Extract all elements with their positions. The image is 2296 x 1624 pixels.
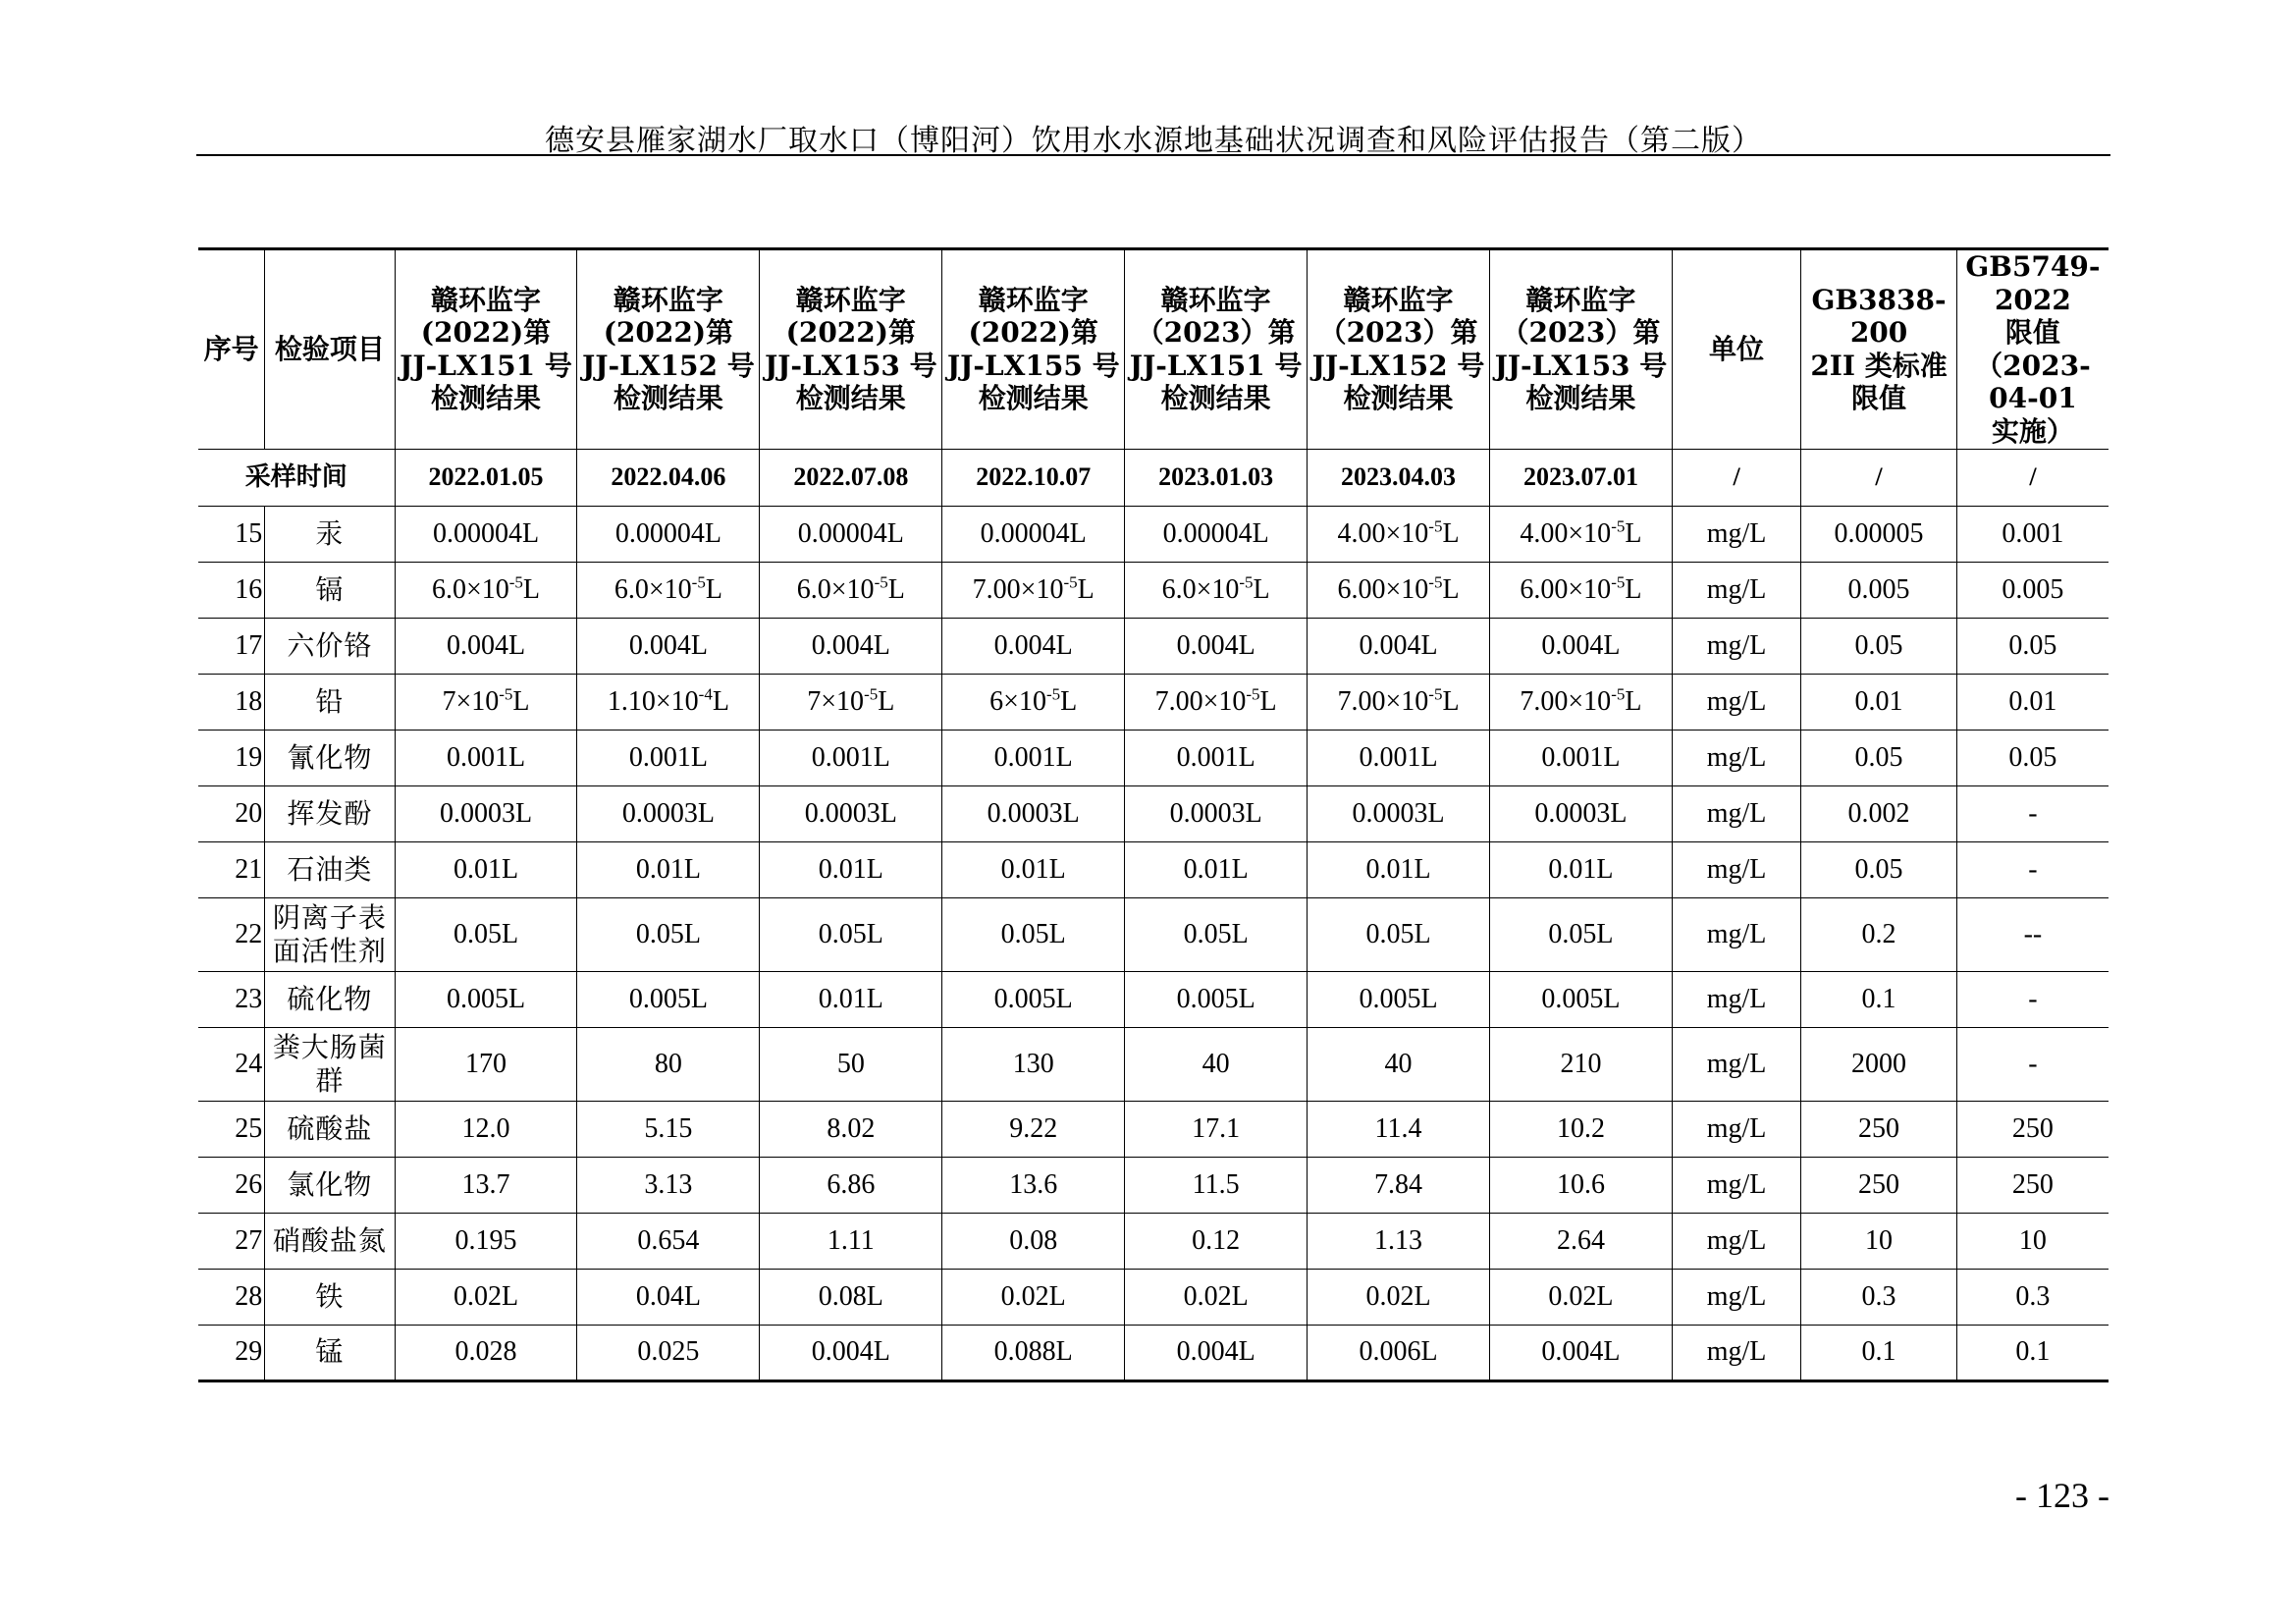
row-value: 0.004L	[1125, 1325, 1308, 1380]
row-value: 0.04L	[577, 1269, 760, 1325]
row-value: 0.02L	[1489, 1269, 1672, 1325]
sampling-date: 2023.04.03	[1308, 449, 1490, 506]
row-value: 0.001L	[1489, 730, 1672, 785]
row-value: 0.001L	[1125, 730, 1308, 785]
row-unit: mg/L	[1672, 897, 1800, 971]
row-std2: -	[1956, 785, 2109, 841]
header-report-5	[1125, 249, 1308, 450]
row-value: 0.001L	[760, 730, 942, 785]
row-std2: 0.01	[1956, 674, 2109, 730]
row-value: 0.00004L	[1125, 506, 1308, 562]
row-value: 0.05L	[1125, 897, 1308, 971]
header-unit: 单位	[1672, 249, 1800, 450]
row-std1: 0.002	[1801, 785, 1957, 841]
header-line: （2023）第	[1501, 316, 1661, 350]
header-line: JJ-LX155 号	[946, 349, 1120, 382]
row-seq: 29	[198, 1325, 265, 1380]
row-item	[265, 1027, 395, 1101]
row-value: 0.01L	[760, 841, 942, 897]
row-seq: 15	[198, 506, 265, 562]
row-value: 0.05L	[395, 897, 577, 971]
row-item: 硝酸盐氮	[265, 1213, 395, 1269]
header-line: 检测结果	[430, 382, 541, 415]
row-item: 氯化物	[265, 1157, 395, 1213]
row-value: 0.05L	[577, 897, 760, 971]
header-line: 赣环监字	[795, 283, 906, 316]
row-item: 锰	[265, 1325, 395, 1380]
header-line: JJ-LX153 号	[1494, 349, 1668, 382]
row-value: 2.64	[1489, 1213, 1672, 1269]
row-seq: 20	[198, 785, 265, 841]
header-line: GB3838-200	[1811, 283, 1947, 350]
header-report-3	[760, 249, 942, 450]
row-unit: mg/L	[1672, 674, 1800, 730]
row-std2: 10	[1956, 1213, 2109, 1269]
row-seq: 22	[198, 897, 265, 971]
row-value: 0.00004L	[760, 506, 942, 562]
row-value: 0.001L	[942, 730, 1125, 785]
row-value: 210	[1489, 1027, 1672, 1101]
row-value: 0.004L	[1489, 618, 1672, 674]
header-line: JJ-LX151 号	[1129, 349, 1303, 382]
row-seq: 24	[198, 1027, 265, 1101]
sampling-date: 2022.10.07	[942, 449, 1125, 506]
header-rule	[196, 154, 2110, 156]
row-unit: mg/L	[1672, 730, 1800, 785]
header-line: 阴离子表	[272, 900, 387, 934]
page-header-title: 德安县雁家湖水厂取水口（博阳河）饮用水水源地基础状况调查和风险评估报告（第二版）	[545, 124, 1762, 158]
row-value: 7.84	[1308, 1157, 1490, 1213]
header-line: 2II 类标准	[1810, 349, 1948, 382]
header-line: 面活性剂	[272, 934, 387, 967]
row-seq: 28	[198, 1269, 265, 1325]
row-item: 铅	[265, 674, 395, 730]
row-value: $6.0\times 10^{-5}L$	[577, 562, 760, 618]
row-seq: 23	[198, 971, 265, 1027]
row-value: 0.195	[395, 1213, 577, 1269]
header-line: 检测结果	[1525, 382, 1636, 415]
row-value: 0.0003L	[1489, 785, 1672, 841]
row-unit: mg/L	[1672, 1027, 1800, 1101]
header-line: (2022)第	[603, 316, 734, 350]
row-value: 11.4	[1308, 1101, 1490, 1157]
row-value: 0.654	[577, 1213, 760, 1269]
row-value: 0.0003L	[1125, 785, 1308, 841]
row-value: $6.0\times 10^{-5}L$	[760, 562, 942, 618]
row-value: 0.028	[395, 1325, 577, 1380]
header-line: GB5749-2022	[1965, 250, 2101, 316]
sampling-std2: /	[1956, 449, 2109, 506]
row-value: 1.13	[1308, 1213, 1490, 1269]
row-value: $7\times 10^{-5}L$	[395, 674, 577, 730]
row-value: 13.7	[395, 1157, 577, 1213]
row-item	[265, 897, 395, 971]
header-line: JJ-LX152 号	[582, 349, 755, 382]
row-seq: 16	[198, 562, 265, 618]
row-value: $6.0\times 10^{-5}L$	[395, 562, 577, 618]
row-seq: 17	[198, 618, 265, 674]
row-value: 0.004L	[760, 618, 942, 674]
row-value: $4.00\times 10^{-5}L$	[1308, 506, 1490, 562]
header-line: 赣环监字	[978, 283, 1089, 316]
row-value: 8.02	[760, 1101, 942, 1157]
header-line: JJ-LX151 号	[400, 349, 572, 382]
row-value: 0.005L	[395, 971, 577, 1027]
row-value: 0.005L	[1489, 971, 1672, 1027]
sampling-date: 2022.04.06	[577, 449, 760, 506]
row-unit: mg/L	[1672, 841, 1800, 897]
row-value: 0.05L	[1308, 897, 1490, 971]
sampling-date: 2023.01.03	[1125, 449, 1308, 506]
header-report-1	[395, 249, 577, 450]
row-value: 0.01L	[1308, 841, 1490, 897]
row-std1: 0.05	[1801, 841, 1957, 897]
row-value: $7.00\times 10^{-5}L$	[1489, 674, 1672, 730]
row-std2: 250	[1956, 1157, 2109, 1213]
header-seq: 序号	[198, 249, 265, 450]
row-std1: 0.1	[1801, 1325, 1957, 1380]
header-standard-gb3838	[1801, 249, 1957, 450]
header-report-6	[1308, 249, 1490, 450]
row-value: 0.025	[577, 1325, 760, 1380]
row-value: 11.5	[1125, 1157, 1308, 1213]
table-row	[198, 618, 2109, 674]
row-std2: 0.3	[1956, 1269, 2109, 1325]
table-row	[198, 841, 2109, 897]
row-value: 0.05L	[942, 897, 1125, 971]
row-value: 0.004L	[1308, 618, 1490, 674]
row-value: 1.11	[760, 1213, 942, 1269]
row-item: 氰化物	[265, 730, 395, 785]
row-value: 0.02L	[942, 1269, 1125, 1325]
row-value: 0.088L	[942, 1325, 1125, 1380]
table-row	[198, 1101, 2109, 1157]
row-seq: 26	[198, 1157, 265, 1213]
row-seq: 21	[198, 841, 265, 897]
header-line: 限值	[2004, 316, 2060, 350]
row-std1: 0.05	[1801, 730, 1957, 785]
row-unit: mg/L	[1672, 1157, 1800, 1213]
row-value: 40	[1308, 1027, 1490, 1101]
row-value: 40	[1125, 1027, 1308, 1101]
row-value: 6.86	[760, 1157, 942, 1213]
row-value: 0.0003L	[577, 785, 760, 841]
row-value: 0.02L	[1125, 1269, 1308, 1325]
row-value: 0.001L	[395, 730, 577, 785]
water-quality-table	[198, 247, 2109, 1382]
header-line: (2022)第	[420, 316, 552, 350]
row-std1: 250	[1801, 1101, 1957, 1157]
row-item: 六价铬	[265, 618, 395, 674]
row-value: 0.005L	[1308, 971, 1490, 1027]
row-std2: 0.001	[1956, 506, 2109, 562]
row-value: $6.00\times 10^{-5}L$	[1308, 562, 1490, 618]
row-std1: 0.005	[1801, 562, 1957, 618]
row-value: 0.01L	[1489, 841, 1672, 897]
table-row	[198, 562, 2109, 618]
header-line: JJ-LX153 号	[764, 349, 937, 382]
row-std1: 0.2	[1801, 897, 1957, 971]
sampling-date: 2022.07.08	[760, 449, 942, 506]
row-value: 12.0	[395, 1101, 577, 1157]
page-number: - 123 -	[2015, 1476, 2109, 1515]
header-line: 赣环监字	[1160, 283, 1271, 316]
row-value: $7\times 10^{-5}L$	[760, 674, 942, 730]
row-value: 0.004L	[942, 618, 1125, 674]
row-std1: 250	[1801, 1157, 1957, 1213]
table-row	[198, 1157, 2109, 1213]
row-std1: 0.00005	[1801, 506, 1957, 562]
header-line: 赣环监字	[430, 283, 541, 316]
row-value: 0.006L	[1308, 1325, 1490, 1380]
row-value: 0.00004L	[577, 506, 760, 562]
table-row	[198, 730, 2109, 785]
row-value: 0.001L	[577, 730, 760, 785]
row-unit: mg/L	[1672, 1213, 1800, 1269]
row-value: 0.02L	[1308, 1269, 1490, 1325]
row-item: 汞	[265, 506, 395, 562]
row-value: 0.005L	[942, 971, 1125, 1027]
row-unit: mg/L	[1672, 1101, 1800, 1157]
table-row	[198, 1027, 2109, 1101]
table-row	[198, 785, 2109, 841]
row-std2: -	[1956, 971, 2109, 1027]
row-value: 0.004L	[760, 1325, 942, 1380]
row-std1: 0.01	[1801, 674, 1957, 730]
row-value: 0.004L	[577, 618, 760, 674]
header-line: 赣环监字	[1525, 283, 1636, 316]
row-value: 0.00004L	[395, 506, 577, 562]
row-seq: 19	[198, 730, 265, 785]
header-line: 检测结果	[613, 382, 723, 415]
row-value: 0.004L	[1125, 618, 1308, 674]
row-value: 0.005L	[1125, 971, 1308, 1027]
row-unit: mg/L	[1672, 618, 1800, 674]
header-line: 检测结果	[795, 382, 906, 415]
row-value: $7.00\times 10^{-5}L$	[1125, 674, 1308, 730]
row-seq: 27	[198, 1213, 265, 1269]
row-value: 0.00004L	[942, 506, 1125, 562]
row-unit: mg/L	[1672, 785, 1800, 841]
row-std2: -	[1956, 1027, 2109, 1101]
row-value: 13.6	[942, 1157, 1125, 1213]
header-line: JJ-LX152 号	[1311, 349, 1485, 382]
row-item: 硫酸盐	[265, 1101, 395, 1157]
row-value: 0.05L	[760, 897, 942, 971]
row-std1: 0.05	[1801, 618, 1957, 674]
header-line: 赣环监字	[613, 283, 723, 316]
table-row	[198, 971, 2109, 1027]
row-std2: 0.1	[1956, 1325, 2109, 1380]
header-line: (2022)第	[968, 316, 1098, 350]
row-value: $6.0\times 10^{-5}L$	[1125, 562, 1308, 618]
row-std2: 0.005	[1956, 562, 2109, 618]
row-value: 0.08L	[760, 1269, 942, 1325]
table-row	[198, 1325, 2109, 1380]
row-std1: 10	[1801, 1213, 1957, 1269]
row-value: 17.1	[1125, 1101, 1308, 1157]
row-value: 5.15	[577, 1101, 760, 1157]
row-value: 0.01L	[577, 841, 760, 897]
row-std2: 0.05	[1956, 730, 2109, 785]
row-item: 石油类	[265, 841, 395, 897]
row-value: 170	[395, 1027, 577, 1101]
row-std2: -	[1956, 841, 2109, 897]
table-row	[198, 1269, 2109, 1325]
row-item: 挥发酚	[265, 785, 395, 841]
row-value: 3.13	[577, 1157, 760, 1213]
table-row	[198, 897, 2109, 971]
table-row	[198, 674, 2109, 730]
header-line: （2023-04-01	[1975, 349, 2091, 415]
row-value: 0.0003L	[395, 785, 577, 841]
sampling-std1: /	[1801, 449, 1957, 506]
row-value: 0.004L	[1489, 1325, 1672, 1380]
row-value: 0.004L	[395, 618, 577, 674]
header-line: 检测结果	[1343, 382, 1454, 415]
row-value: 9.22	[942, 1101, 1125, 1157]
row-unit: mg/L	[1672, 506, 1800, 562]
row-value: 10.6	[1489, 1157, 1672, 1213]
row-unit: mg/L	[1672, 1325, 1800, 1380]
row-std2: 250	[1956, 1101, 2109, 1157]
row-value: $7.00\times 10^{-5}L$	[942, 562, 1125, 618]
header-report-2	[577, 249, 760, 450]
header-line: 粪大肠菌	[272, 1030, 387, 1063]
row-value: 10.2	[1489, 1101, 1672, 1157]
header-line: 限值	[1851, 382, 1907, 415]
header-line: 赣环监字	[1343, 283, 1454, 316]
row-item: 硫化物	[265, 971, 395, 1027]
row-seq: 18	[198, 674, 265, 730]
row-value: 0.001L	[1308, 730, 1490, 785]
row-unit: mg/L	[1672, 971, 1800, 1027]
row-value: $4.00\times 10^{-5}L$	[1489, 506, 1672, 562]
row-value: 0.05L	[1489, 897, 1672, 971]
header-line: 群	[315, 1063, 345, 1097]
row-seq: 25	[198, 1101, 265, 1157]
row-value: 0.01L	[1125, 841, 1308, 897]
row-value: 50	[760, 1027, 942, 1101]
row-unit: mg/L	[1672, 1269, 1800, 1325]
row-std2: --	[1956, 897, 2109, 971]
table-row	[198, 506, 2109, 562]
sampling-time-label: 采样时间	[198, 449, 395, 506]
row-std1: 0.3	[1801, 1269, 1957, 1325]
row-value: 0.005L	[577, 971, 760, 1027]
header-standard-gb5749	[1956, 249, 2109, 450]
row-value: 80	[577, 1027, 760, 1101]
header-report-4	[942, 249, 1125, 450]
row-value: 0.0003L	[1308, 785, 1490, 841]
row-std2: 0.05	[1956, 618, 2109, 674]
row-value: $7.00\times 10^{-5}L$	[1308, 674, 1490, 730]
header-line: 检测结果	[978, 382, 1089, 415]
row-value: 0.0003L	[760, 785, 942, 841]
sampling-unit: /	[1672, 449, 1800, 506]
row-std1: 2000	[1801, 1027, 1957, 1101]
header-line: （2023）第	[1136, 316, 1296, 350]
row-item: 镉	[265, 562, 395, 618]
row-value: 0.01L	[942, 841, 1125, 897]
row-value: $6\times 10^{-5}L$	[942, 674, 1125, 730]
row-item: 铁	[265, 1269, 395, 1325]
row-value: 0.01L	[395, 841, 577, 897]
row-value: $1.10\times 10^{-4}L$	[577, 674, 760, 730]
header-line: （2023）第	[1318, 316, 1478, 350]
sampling-date: 2023.07.01	[1489, 449, 1672, 506]
header-report-7	[1489, 249, 1672, 450]
header-line: 实施）	[1991, 414, 2074, 448]
table-header-row	[198, 249, 2109, 450]
header-line: (2022)第	[785, 316, 917, 350]
row-value: 0.0003L	[942, 785, 1125, 841]
table-row	[198, 1213, 2109, 1269]
row-value: 130	[942, 1027, 1125, 1101]
row-value: 0.12	[1125, 1213, 1308, 1269]
row-unit: mg/L	[1672, 562, 1800, 618]
sampling-date: 2022.01.05	[395, 449, 577, 506]
row-value: 0.02L	[395, 1269, 577, 1325]
sampling-time-row	[198, 449, 2109, 506]
row-std1: 0.1	[1801, 971, 1957, 1027]
header-line: 检测结果	[1160, 382, 1271, 415]
row-value: 0.01L	[760, 971, 942, 1027]
header-item: 检验项目	[265, 249, 395, 450]
row-value: $6.00\times 10^{-5}L$	[1489, 562, 1672, 618]
row-value: 0.08	[942, 1213, 1125, 1269]
